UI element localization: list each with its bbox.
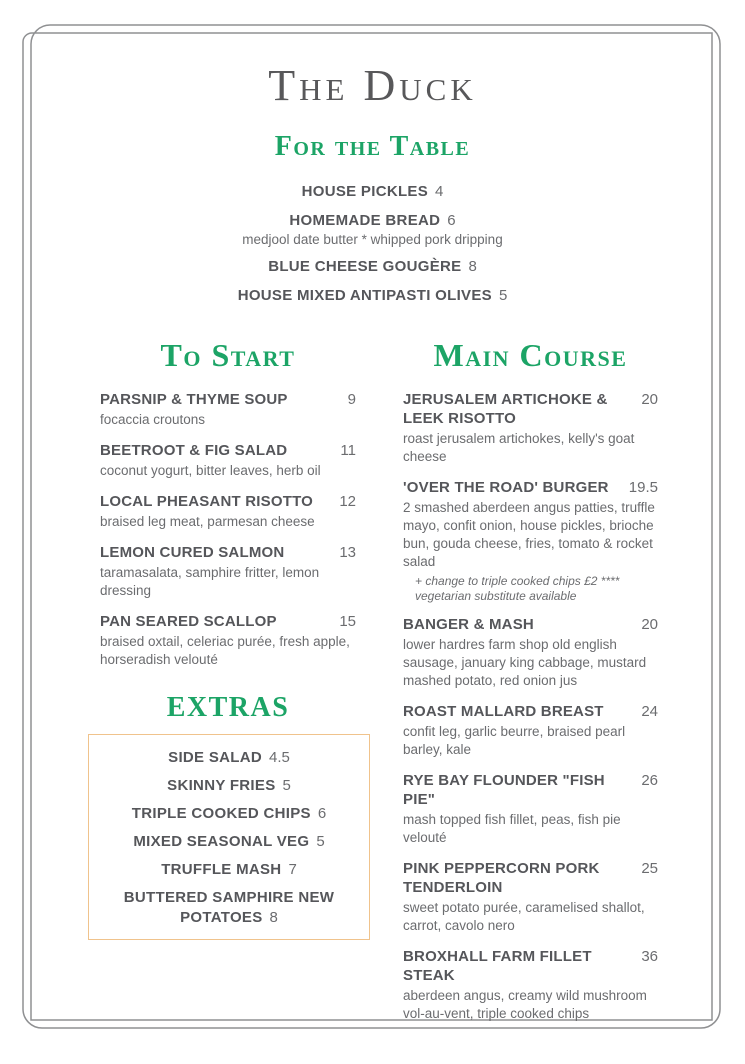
main-course-column <box>403 339 658 1035</box>
item-name: LEMON CURED SALMON <box>100 544 285 561</box>
item-description: sweet potato purée, caramelised shallot, carrot, cavolo nero <box>403 900 645 933</box>
item-note-line: vegetarian substitute available <box>415 588 577 603</box>
item-name: PARSNIP & THYME SOUP <box>100 391 288 408</box>
section-heading-main-course: Main Course <box>433 337 628 373</box>
item-name: RYE BAY FLOUNDER "FISH PIE" <box>403 772 605 808</box>
item-price: 7 <box>288 861 297 878</box>
item-price: 36 <box>641 948 658 965</box>
item-line <box>91 748 367 768</box>
item-name: BLUE CHEESE GOUGÈRE <box>268 258 462 275</box>
item-price: 5 <box>316 833 325 850</box>
menu-item <box>100 390 356 429</box>
item-name: BROXHALL FARM FILLET STEAK <box>403 948 592 984</box>
item-description: taramasalata, samphire fritter, lemon dressing <box>100 565 320 598</box>
item-line <box>100 441 356 460</box>
item-line <box>91 888 367 928</box>
menu-columns <box>100 339 745 1035</box>
menu-item <box>403 771 658 847</box>
menu-item <box>100 543 356 600</box>
section-heading-extras: EXTRAS <box>166 692 290 723</box>
for-the-table-list <box>0 182 745 306</box>
item-line <box>91 804 367 824</box>
item-name: SIDE SALAD <box>168 749 262 766</box>
item-description: focaccia croutons <box>100 412 206 427</box>
menu-item <box>91 776 367 796</box>
menu-item <box>91 888 367 928</box>
item-price: 9 <box>347 391 356 408</box>
item-price: 20 <box>641 616 658 633</box>
item-description: confit leg, garlic beurre, braised pearl barley, kale <box>403 724 626 757</box>
item-name: BUTTERED SAMPHIRE NEW POTATOES <box>123 889 335 926</box>
item-price: 13 <box>339 544 356 561</box>
section-heading-to-start: To Start <box>160 337 296 373</box>
item-name: 'OVER THE ROAD' BURGER <box>403 479 609 496</box>
item-line <box>100 543 356 562</box>
item-description: medjool date butter * whipped pork dripping <box>242 232 503 247</box>
item-line <box>403 390 658 428</box>
item-price: 5 <box>282 777 291 794</box>
item-description: coconut yogurt, bitter leaves, herb oil <box>100 463 321 478</box>
item-name: HOMEMADE BREAD <box>289 212 441 229</box>
menu-item <box>403 859 658 935</box>
item-line <box>100 492 356 511</box>
item-price: 6 <box>447 212 456 229</box>
item-name: HOUSE PICKLES <box>301 183 429 200</box>
item-name: ROAST MALLARD BREAST <box>403 703 604 720</box>
menu-item <box>403 947 658 1023</box>
item-line <box>403 771 658 809</box>
item-description: roast jerusalem artichokes, kelly's goat cheese <box>403 431 635 464</box>
item-price: 24 <box>641 703 658 720</box>
item-name: TRIPLE COOKED CHIPS <box>131 805 311 822</box>
item-price: 15 <box>339 613 356 630</box>
item-name: SKINNY FRIES <box>167 777 276 794</box>
item-price: 6 <box>317 805 327 822</box>
item-name: BEETROOT & FIG SALAD <box>100 442 288 459</box>
item-name: JERUSALEM ARTICHOKE & LEEK RISOTTO <box>403 391 608 427</box>
item-line <box>403 859 658 897</box>
item-line <box>0 286 745 306</box>
extras-box <box>88 734 370 940</box>
item-price: 19.5 <box>628 479 658 496</box>
item-price: 25 <box>641 860 658 877</box>
item-name: TRUFFLE MASH <box>161 861 282 878</box>
item-line <box>0 182 745 202</box>
item-line <box>100 390 356 409</box>
menu-item <box>100 492 356 531</box>
item-name: LOCAL PHEASANT RISOTTO <box>100 493 314 510</box>
item-price: 12 <box>339 493 356 510</box>
menu-item <box>403 478 658 603</box>
menu-item <box>91 860 367 880</box>
item-line <box>403 615 658 634</box>
item-line <box>91 860 367 880</box>
item-description: 2 smashed aberdeen angus patties, truffle mayo, confit onion, house pickles, brioche bun, gouda cheese, fries, tomato & rocket salad <box>403 500 655 569</box>
menu-item <box>100 441 356 480</box>
item-line <box>91 832 367 852</box>
item-price: 4.5 <box>268 749 290 766</box>
item-line <box>0 257 745 277</box>
item-price: 26 <box>641 772 658 789</box>
menu-item <box>0 257 745 277</box>
item-description: braised leg meat, parmesan cheese <box>100 514 315 529</box>
menu-item <box>0 286 745 306</box>
item-line <box>91 776 367 796</box>
item-name: BANGER & MASH <box>403 616 534 633</box>
menu-item <box>403 615 658 690</box>
menu-item <box>403 702 658 759</box>
item-line <box>403 702 658 721</box>
menu-item <box>0 211 745 248</box>
item-name: MIXED SEASONAL VEG <box>133 833 310 850</box>
item-price: 8 <box>468 258 477 275</box>
item-price: 5 <box>498 287 508 304</box>
item-description: braised oxtail, celeriac purée, fresh apple, horseradish velouté <box>100 634 350 667</box>
menu-item <box>0 182 745 202</box>
menu-item <box>91 804 367 824</box>
menu-item <box>91 832 367 852</box>
item-note-line: + change to triple cooked chips £2 **** <box>415 574 620 588</box>
item-price: 11 <box>340 442 356 459</box>
item-name: PAN SEARED SCALLOP <box>100 613 277 630</box>
restaurant-title: The Duck <box>268 61 477 110</box>
item-line <box>0 211 745 231</box>
item-note <box>415 574 658 603</box>
item-price: 4 <box>435 183 444 200</box>
item-name: HOUSE MIXED ANTIPASTI OLIVES <box>237 287 492 304</box>
menu-item <box>91 748 367 768</box>
item-description: lower hardres farm shop old english sausage, january king cabbage, mustard mashed potato, red onion jus <box>403 637 647 688</box>
section-heading-for-the-table: For the Table <box>274 131 471 162</box>
menu-item <box>403 390 658 466</box>
item-price: 8 <box>269 909 278 926</box>
item-line <box>403 947 658 985</box>
menu-item <box>100 612 356 669</box>
item-description: aberdeen angus, creamy wild mushroom vol-au-vent, triple cooked chips <box>403 988 647 1021</box>
item-line <box>403 478 658 497</box>
item-description: mash topped fish fillet, peas, fish pie velouté <box>403 812 621 845</box>
item-line <box>100 612 356 631</box>
to-start-column <box>100 339 356 1035</box>
item-price: 20 <box>641 391 658 408</box>
item-name: PINK PEPPERCORN PORK TENDERLOIN <box>403 860 600 896</box>
